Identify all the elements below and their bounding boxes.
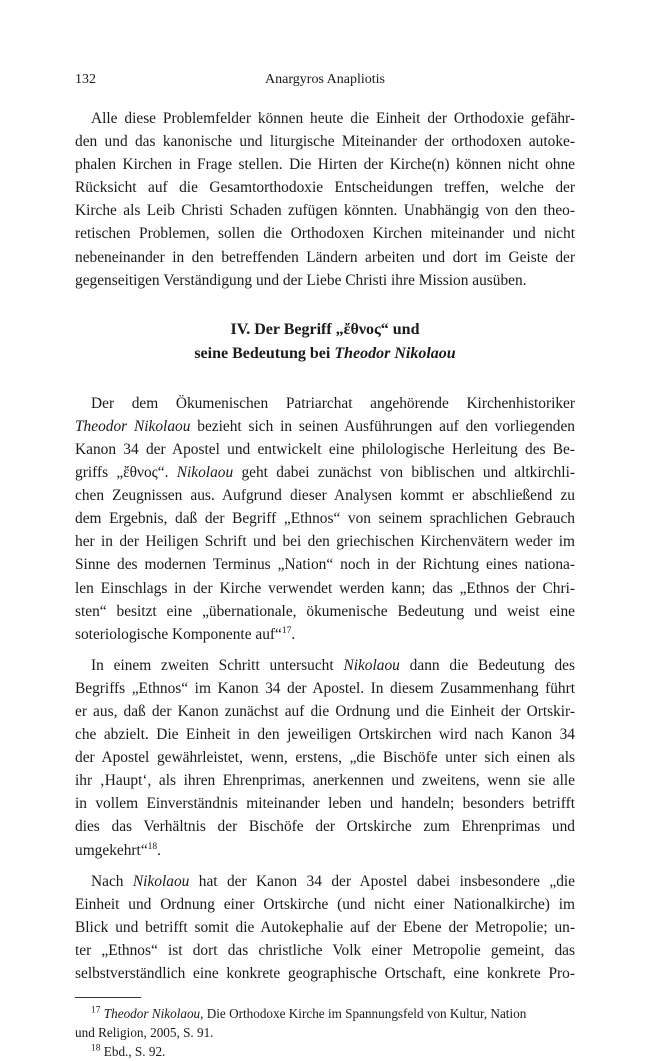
text-line: den und das kanonische und liturgische Miteinander der orthodoxen autoke- [75,133,575,151]
text-line: ter „Ethnos“ ist dort das christliche Volk einer Metropolie gemeint, das [75,941,575,959]
heading-line-2-text: seine Bedeutung bei [194,344,335,362]
text-span: umgekehrt“ [75,841,148,859]
text-line: selbstverständlich eine konkrete geographische Ortschaft, eine konkrete Pro- [75,965,575,982]
footnote-text: Ebd., S. 92. [103,1044,166,1060]
text-line: ihr ‚Haupt‘, als ihren Ehrenprimas, anerkennen und zweitens, wenn sie alle [75,772,575,790]
paragraph-gap [75,862,575,870]
author-name: Nikolaou [132,872,190,890]
footnote-18 [75,1042,575,1061]
footnotes [75,1004,575,1061]
text-line: Alle diese Problemfelder können heute die Einheit der Orthodoxie gefähr- [91,110,575,127]
text-line [75,870,575,893]
footnote-17 [75,1004,575,1042]
footnote-author: Theodor Nikolaou [103,1006,201,1022]
footnote-rule [75,997,141,998]
text-line: Einheit und Ordnung einer Ortskirche (und nicht einer Nationalkirche) im [75,895,575,913]
text-line: sten“ besitzt eine „übernationale, ökumenische Bedeutung und weist eine [75,602,575,620]
text-span: soteriologische Komponente auf“ [75,625,282,643]
text-line: gegenseitigen Verständigung und der Liebe Christi ihre Mission ausüben. [75,271,527,289]
text-line [75,839,575,862]
text-line: her in der Heiligen Schrift und bei den griechischen Kirchenvätern weder im [75,533,575,551]
heading-line-2 [75,342,575,366]
author-name: Theodor Nikolaou [75,417,191,435]
text-line: der Apostel gewährleistet, wenn, erstens, „die Bischöfe unter sich einen als [75,749,575,767]
footnote-text: , Die Orthodoxe Kirche im Spannungsfeld von Kultur, Nation [200,1006,527,1022]
text-line: Blick und betrifft somit die Autokephalie auf der Ebene der Metropolie; un- [75,918,575,936]
text-span: bezieht sich in seinen Ausführungen auf den vorliegenden [190,417,575,435]
text-line: dem Ergebnis, daß der Begriff „Ethnos“ von seinem sprachlichen Gebrauch [75,510,575,528]
author-name: Nikolaou [343,656,400,674]
text-line: chen Zeugnissen aus. Aufgrund dieser Analysen kommt er abschließend zu [75,487,575,505]
page-number: 132 [75,72,96,87]
paragraph-3 [75,654,575,862]
text-line: Begriffs „Ethnos“ im Kanon 34 der Apostel. In diesem Zusammenhang führt [75,679,575,697]
heading-line-1: IV. Der Begriff „ἔθνος“ und [230,320,420,338]
footnote-line [75,1004,575,1023]
text-line: Der dem Ökumenischen Patriarchat angehörende Kirchenhistoriker [91,394,575,412]
paragraph-1 [75,107,575,292]
text-span: geht dabei zunächst von biblischen und altkirchli- [233,464,575,482]
footnote-ref-18[interactable]: 18 [147,841,158,852]
text-span: Nach [91,872,133,890]
text-line: er aus, daß der Kanon zunächst auf die Ordnung und die Einheit der Ortskir- [75,702,575,720]
text-line: dies das Verhältnis der Bischöfe der Ortskirche zum Ehrenprimas und [75,818,575,836]
page [75,72,575,1061]
paragraph-4 [75,870,575,985]
text-line [75,654,575,677]
text-line [75,623,575,646]
author-name: Nikolaou [176,464,234,482]
footnote-number: 17 [91,1005,101,1016]
text-line: len Einschlags in der Kirche verwendet werden kann; das „Ethnos der Chri- [75,579,575,597]
text-line [75,415,575,438]
text-line: nebeneinander in den betreffenden Ländern arbeiten und dort im Geiste der [75,248,575,266]
text-span: . [291,625,296,643]
text-line [75,461,575,484]
section-heading [75,318,575,366]
text-line: Sinne des modernen Terminus „Nation“ noch in der Richtung eines nationa- [75,556,575,574]
running-header [75,72,575,94]
text-line: Kirche als Leib Christi Schaden zufügen könnten. Unabhängig von den theo- [75,202,575,220]
paragraph-2 [75,392,575,646]
text-line: Rücksicht auf die Gesamtorthodoxie Entscheidungen treffen, welche der [75,179,575,197]
footnote-number: 18 [91,1043,101,1054]
text-line: retischen Problemen, sollen die Orthodoxen Kirchen miteinander und nicht [75,225,575,243]
footnote-line [75,1042,575,1061]
text-span: griffs „ἔθνος“. [75,464,177,482]
text-span: . [157,841,162,859]
text-line: phalen Kirchen in Frage stellen. Die Hirten der Kirche(n) können nicht ohne [75,156,575,174]
footnote-ref-17[interactable]: 17 [281,625,292,636]
footnote-line: und Religion, 2005, S. 91. [75,1025,214,1041]
text-line: che abzielt. Die Einheit in den jeweiligen Ortskirchen wird nach Kanon 34 [75,726,575,744]
paragraph-gap [75,646,575,654]
text-span: In einem zweiten Schritt untersucht [91,656,344,674]
heading-author-name: Theodor Nikolaou [334,344,456,362]
running-title: Anargyros Anapliotis [265,72,385,87]
text-span: hat der Kanon 34 der Apostel dabei insbesondere „die [189,872,576,890]
text-span: dann die Bedeutung des [399,656,575,674]
text-line: Kanon 34 der Apostel und entwickelt eine philologische Herleitung des Be- [75,440,575,458]
text-line: in vollem Einverständnis miteinander leben und handeln; besonders betrifft [75,795,575,813]
